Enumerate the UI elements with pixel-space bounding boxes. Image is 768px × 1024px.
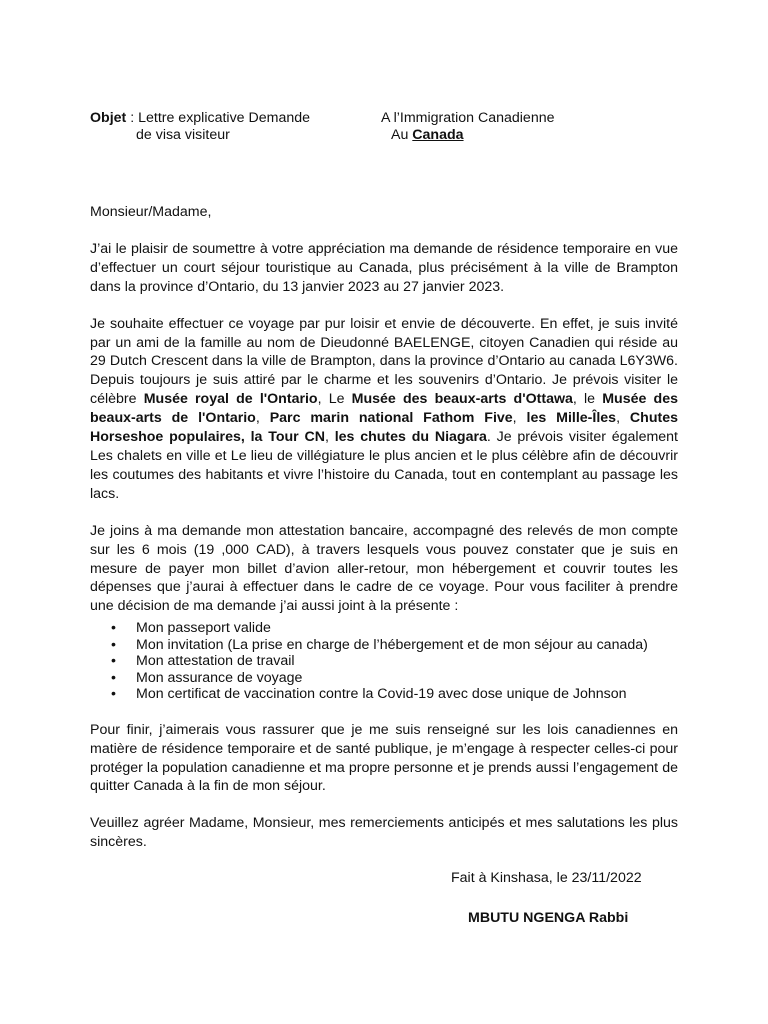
p2-bold-5: les Mille-Îles [526,410,617,427]
list-item-text: Mon passeport valide [136,620,271,637]
p2-text-4: , [255,410,270,427]
recipient-line-1: A l’Immigration Canadienne [381,110,555,126]
list-item-text: Mon certificat de vaccination contre la Covid-19 avec dose unique de Johnson [136,686,627,703]
paragraph-trip-details [90,315,678,504]
list-item [90,670,678,687]
p2-text-2: , Le [317,391,352,408]
list-item-text: Mon attestation de travail [136,653,295,670]
paragraph-commitment: Pour finir, j’aimerais vous rassurer que je me suis renseigné sur les lois canadiennes en matière de résidence temporaire et de santé publique, je m’engage à respecter celles-ci pour protéger la population canadienne et ma propre personne et je prends aussi l’engagement de quitter Canada à la fin de mon séjour. [90,721,678,795]
recipient-country: Canada [412,127,464,143]
list-item [90,637,678,654]
subject-line-1: : Lettre explicative Demande [126,110,311,126]
signature-name: MBUTU NGENGA Rabbi [468,910,629,926]
p2-bold-1: Musée royal de l'Ontario [143,391,318,408]
p2-bold-2: Musée des beaux-arts d'Ottawa [351,391,573,408]
subject-block [90,110,330,144]
p2-text-5: , [512,410,527,427]
place-date: Fait à Kinshasa, le 23/11/2022 [451,870,642,886]
paragraph-intro: J’ai le plaisir de soumettre à votre appréciation ma demande de résidence temporaire en vue d’effectuer un court séjour touristique au Canada, plus précisément à la ville de Brampton dans la province d’Ontario, du 13 janvier 2023 au 27 janvier 2023. [90,240,678,295]
p2-text-3: , le [572,391,603,408]
list-item [90,653,678,670]
paragraph-finances: Je joins à ma demande mon attestation bancaire, accompagné des relevés de mon compte sur les 6 mois (19 ,000 CAD), à travers lesquels vous pouvez constater que je suis en mesure de payer mon billet d’avion aller-retour, mon hébergement et couvrir toutes les dépenses que j’aurai à effectuer dans le cadre de ce voyage. Pour vous faciliter à prendre une décision de ma demande j’ai aussi joint à la présente : [90,522,678,615]
attachments-list [90,620,678,703]
paragraph-closing: Veuillez agréer Madame, Monsieur, mes remerciements anticipés et mes salutations les plus sincères. [90,815,678,851]
subject-line-2: de visa visiteur [136,127,230,143]
bullet-icon: • [111,620,116,637]
bullet-icon: • [111,653,116,670]
recipient-block [381,110,555,144]
recipient-au: Au [391,127,413,143]
p2-bold-3: Musée des beaux-arts de l'Ontario [90,391,678,427]
p2-text-1: Je souhaite effectuer ce voyage par pur loisir et envie de découverte. En effet, je suis invité par un ami de la famille au nom de Dieudonné BAELENGE, citoyen Canadien qui réside au 29 Dutch Crescent dans la ville de Brampton, dans la province d’Ontario au canada L6Y3W6. Depuis toujours je suis attiré par le charme et les souvenirs d’Ontario. Je prévois visiter le célèbre [90,315,678,408]
p2-bold-6: Chutes Horseshoe populaires, la Tour CN [90,410,678,446]
bullet-icon: • [111,669,116,686]
list-item-text: Mon assurance de voyage [136,669,303,686]
list-item-text: Mon invitation (La prise en charge de l’hébergement et de mon séjour au canada) [136,636,648,653]
p2-text-7: , [324,429,335,446]
bullet-icon: • [111,686,116,703]
p2-bold-4: Parc marin national Fathom Five [269,410,513,427]
bullet-icon: • [111,636,116,653]
p2-text-6: , [616,410,630,427]
p2-bold-7: les chutes du Niagara [334,429,487,446]
list-item [90,686,678,703]
p2-text-8: . Je prévois visiter également Les chalets en ville et Le lieu de villégiature le plus ancien et le plus célèbre afin de découvrir les coutumes des habitants et vivre l’histoire du Canada, tout en contemplant au passage les lacs. [90,429,679,502]
subject-label: Objet [90,110,127,126]
salutation: Monsieur/Madame, [90,204,212,220]
list-item [90,620,678,637]
letter-body [90,203,678,852]
